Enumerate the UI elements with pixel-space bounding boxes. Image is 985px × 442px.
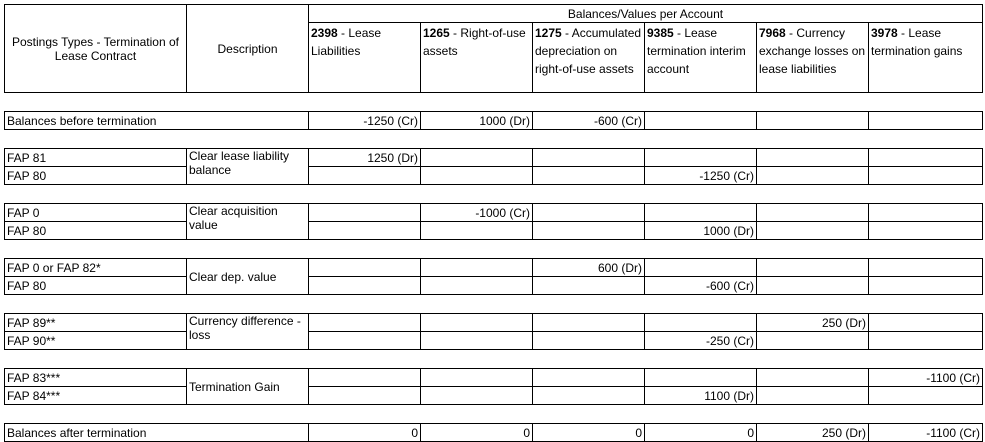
cell-value	[757, 277, 869, 295]
row-label: FAP 0 or FAP 82*	[5, 259, 187, 277]
cell-value	[309, 277, 421, 295]
table-row	[5, 167, 983, 185]
row-label: FAP 83***	[5, 369, 187, 387]
cell-value	[869, 332, 983, 350]
row-label: FAP 89**	[5, 314, 187, 332]
cell-value	[757, 222, 869, 240]
cell-value: -1000 (Cr)	[421, 204, 533, 222]
cell-value	[421, 332, 533, 350]
row-label: FAP 80	[5, 277, 187, 295]
cell-value	[757, 167, 869, 185]
cell-value	[757, 387, 869, 405]
cell-value	[421, 387, 533, 405]
table-row	[5, 204, 983, 222]
cell-value	[533, 277, 645, 295]
cell-value	[421, 369, 533, 387]
cell-value	[421, 259, 533, 277]
table-row	[5, 277, 983, 295]
cell-value	[869, 167, 983, 185]
cell-value	[869, 222, 983, 240]
cell-value	[757, 259, 869, 277]
header-balances-group: Balances/Values per Account	[309, 5, 983, 23]
table-row	[5, 149, 983, 167]
cell-value	[757, 369, 869, 387]
cell-value	[869, 387, 983, 405]
cell-value	[533, 387, 645, 405]
row-description: Currency difference - loss	[187, 314, 309, 350]
row-label: FAP 80	[5, 222, 187, 240]
header-posting-types: Postings Types - Termination of Lease Contract	[5, 5, 187, 93]
table-row	[5, 112, 983, 130]
cell-value	[309, 204, 421, 222]
table-row	[5, 387, 983, 405]
cell-value	[533, 369, 645, 387]
cell-value	[533, 149, 645, 167]
lease-termination-table	[4, 4, 983, 442]
cell-value: -600 (Cr)	[645, 277, 757, 295]
cell-value	[757, 112, 869, 130]
cell-value	[533, 167, 645, 185]
row-label: FAP 0	[5, 204, 187, 222]
header-account-3978: 3978 - Lease termination gains	[869, 23, 983, 93]
cell-value	[421, 314, 533, 332]
cell-value	[645, 149, 757, 167]
table-row	[5, 332, 983, 350]
cell-value	[309, 222, 421, 240]
cell-value	[309, 167, 421, 185]
table-row	[5, 259, 983, 277]
cell-value	[757, 149, 869, 167]
cell-value	[309, 332, 421, 350]
cell-value	[421, 149, 533, 167]
cell-value	[533, 204, 645, 222]
cell-value	[757, 332, 869, 350]
cell-value	[421, 222, 533, 240]
cell-value	[421, 167, 533, 185]
cell-value: 0	[533, 424, 645, 442]
cell-value: 250 (Dr)	[757, 314, 869, 332]
cell-value	[757, 204, 869, 222]
cell-value	[869, 277, 983, 295]
cell-value	[645, 112, 757, 130]
header-account-1275: 1275 - Accumulated depreciation on right-of-use assets	[533, 23, 645, 93]
table-row	[5, 369, 983, 387]
cell-value	[645, 314, 757, 332]
cell-value: 250 (Dr)	[757, 424, 869, 442]
cell-value	[645, 369, 757, 387]
cell-value: 1000 (Dr)	[645, 222, 757, 240]
cell-value: 600 (Dr)	[533, 259, 645, 277]
header-account-7968: 7968 - Currency exchange losses on lease liabilities	[757, 23, 869, 93]
cell-value: 0	[421, 424, 533, 442]
cell-value	[309, 369, 421, 387]
cell-value	[309, 314, 421, 332]
table-row	[5, 314, 983, 332]
header-account-9385: 9385 - Lease termination interim account	[645, 23, 757, 93]
cell-value	[309, 387, 421, 405]
row-label: Balances before termination	[5, 112, 309, 130]
cell-value	[869, 204, 983, 222]
cell-value: 0	[645, 424, 757, 442]
row-description: Clear acquisition value	[187, 204, 309, 240]
cell-value: -1250 (Cr)	[309, 112, 421, 130]
cell-value: -250 (Cr)	[645, 332, 757, 350]
cell-value	[869, 112, 983, 130]
cell-value	[533, 314, 645, 332]
row-description: Termination Gain	[187, 369, 309, 405]
cell-value	[533, 222, 645, 240]
row-label: FAP 81	[5, 149, 187, 167]
cell-value	[309, 259, 421, 277]
cell-value	[645, 204, 757, 222]
cell-value	[421, 277, 533, 295]
cell-value: -1100 (Cr)	[869, 424, 983, 442]
row-description: Clear dep. value	[187, 259, 309, 295]
cell-value: -1100 (Cr)	[869, 369, 983, 387]
cell-value: 1000 (Dr)	[421, 112, 533, 130]
header-account-1265: 1265 - Right-of-use assets	[421, 23, 533, 93]
cell-value	[869, 149, 983, 167]
cell-value	[869, 259, 983, 277]
row-label: Balances after termination	[5, 424, 309, 442]
cell-value: -1250 (Cr)	[645, 167, 757, 185]
cell-value	[645, 259, 757, 277]
header-description: Description	[187, 5, 309, 93]
cell-value	[869, 314, 983, 332]
table-row	[5, 222, 983, 240]
cell-value: -600 (Cr)	[533, 112, 645, 130]
row-label: FAP 84***	[5, 387, 187, 405]
header-account-2398: 2398 - Lease Liabilities	[309, 23, 421, 93]
cell-value: 1250 (Dr)	[309, 149, 421, 167]
cell-value	[533, 332, 645, 350]
cell-value: 0	[309, 424, 421, 442]
cell-value: 1100 (Dr)	[645, 387, 757, 405]
row-label: FAP 90**	[5, 332, 187, 350]
row-label: FAP 80	[5, 167, 187, 185]
row-description: Clear lease liability balance	[187, 149, 309, 185]
